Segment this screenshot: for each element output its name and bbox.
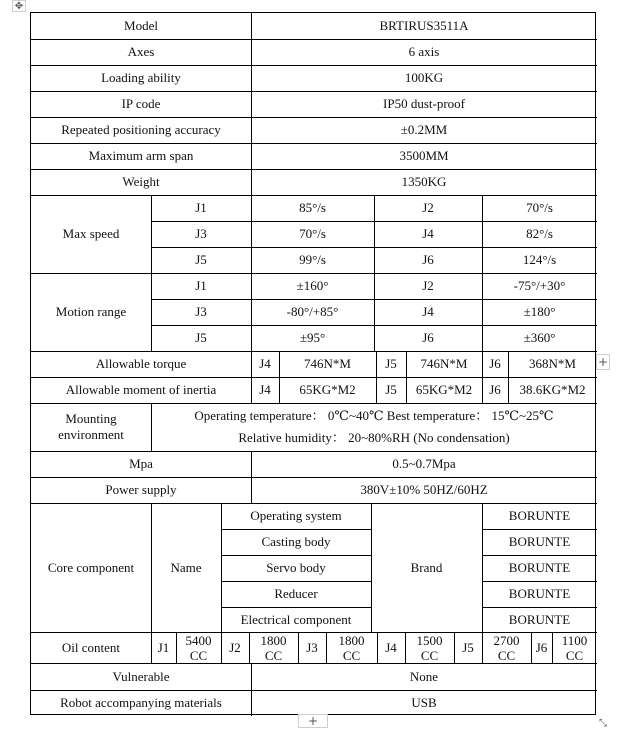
- materials-label: Robot accompanying materials: [60, 695, 222, 710]
- oil-value: 5400 CC: [185, 632, 212, 663]
- component-brand: BORUNTE: [508, 611, 571, 627]
- model-label: Model: [124, 18, 158, 33]
- component-brand: BORUNTE: [508, 560, 571, 575]
- core-name-label: Name: [170, 559, 202, 575]
- core-brand-label: Brand: [410, 559, 443, 575]
- joint-label: J1: [195, 200, 207, 215]
- inertia-value: 38.6KG*M2: [519, 382, 586, 397]
- arm_span-value: 3500MM: [399, 148, 449, 163]
- speed-value: 99°/s: [299, 252, 326, 267]
- joint-label: J5: [195, 330, 207, 345]
- range-value: ±180°: [523, 304, 556, 319]
- component-name: Casting body: [261, 534, 331, 549]
- move-icon: ✥: [14, 0, 24, 12]
- table-move-handle[interactable]: [12, 0, 26, 12]
- speed-value: 85°/s: [299, 200, 326, 215]
- repeat-value: ±0.2MM: [400, 122, 448, 137]
- component-brand: BORUNTE: [508, 586, 571, 601]
- power-value: 380V±10% 50HZ/60HZ: [360, 482, 488, 497]
- joint-label: J6: [489, 356, 501, 371]
- range-value: -80°/+85°: [286, 304, 339, 319]
- weight-value: 1350KG: [401, 174, 447, 189]
- core-component-label: Core component: [47, 559, 135, 575]
- joint-label: J5: [462, 639, 474, 655]
- oil-content-label: Oil content: [61, 639, 121, 655]
- speed-value: 70°/s: [526, 200, 553, 215]
- loading-value: 100KG: [404, 70, 444, 85]
- component-name: Servo body: [266, 560, 326, 575]
- joint-label: J6: [535, 639, 548, 655]
- range-value: ±95°: [299, 330, 326, 345]
- speed-value: 124°/s: [522, 252, 557, 267]
- joint-label: J2: [422, 200, 434, 215]
- ip-label: IP code: [121, 96, 161, 111]
- axes-label: Axes: [127, 44, 155, 59]
- joint-label: J1: [195, 278, 207, 293]
- joint-label: J1: [157, 639, 170, 655]
- mpa-label: Mpa: [129, 456, 153, 471]
- speed-value: 70°/s: [299, 226, 326, 241]
- joint-label: J2: [422, 278, 434, 293]
- component-name: Operating system: [250, 508, 342, 523]
- plus-icon: +: [597, 355, 609, 369]
- mpa-value: 0.5~0.7Mpa: [392, 456, 456, 471]
- oil-value: 1800 CC: [260, 632, 287, 663]
- torque-value: 746N*M: [420, 356, 468, 371]
- joint-label: J6: [422, 330, 434, 345]
- max-speed-label: Max speed: [62, 226, 120, 241]
- mounting-temperature: Operating temperature： 0℃~40℃ Best temperature： 15℃~25℃: [194, 408, 554, 423]
- speed-value: 82°/s: [526, 226, 553, 241]
- inertia-value: 65KG*M2: [415, 382, 473, 397]
- mounting-humidity: Relative humidity： 20~80%RH (No condensation): [238, 430, 510, 445]
- joint-label: J4: [422, 304, 434, 319]
- mounting-label: Mounting environment: [58, 411, 124, 442]
- model-value: BRTIRUS3511A: [379, 18, 469, 33]
- joint-label: J5: [385, 356, 397, 371]
- repeat-label: Repeated positioning accuracy: [61, 122, 221, 137]
- range-value: ±160°: [296, 278, 329, 293]
- table-resize-handle[interactable]: [596, 716, 610, 730]
- inertia-label: Allowable moment of inertia: [65, 382, 217, 397]
- joint-label: J4: [385, 639, 397, 655]
- joint-label: J3: [195, 226, 207, 241]
- joint-label: J4: [259, 356, 271, 371]
- materials-value: USB: [411, 695, 437, 710]
- joint-label: J4: [259, 382, 271, 397]
- component-name: Electrical component: [240, 611, 352, 627]
- joint-label: J6: [489, 382, 501, 397]
- plus-icon: +: [307, 714, 319, 728]
- power-label: Power supply: [105, 482, 177, 497]
- component-name: Reducer: [274, 586, 318, 601]
- resize-icon: ⤡: [599, 717, 607, 729]
- motion-range-label: Motion range: [55, 304, 127, 319]
- weight-label: Weight: [122, 174, 160, 189]
- joint-label: J3: [306, 639, 318, 655]
- oil-value: 1100 CC: [561, 632, 588, 663]
- joint-label: J6: [422, 252, 434, 267]
- oil-value: 1800 CC: [338, 632, 365, 663]
- loading-label: Loading ability: [101, 70, 181, 85]
- component-brand: BORUNTE: [508, 508, 571, 523]
- joint-label: J4: [422, 226, 434, 241]
- joint-label: J5: [385, 382, 397, 397]
- joint-label: J5: [195, 252, 207, 267]
- range-value: ±360°: [523, 330, 556, 345]
- oil-value: 2700 CC: [493, 632, 520, 663]
- inertia-value: 65KG*M2: [299, 382, 356, 397]
- spec-table: [30, 12, 596, 715]
- vulnerable-value: None: [409, 668, 439, 684]
- torque-label: Allowable torque: [95, 356, 187, 371]
- axes-value: 6 axis: [408, 44, 440, 59]
- torque-value: 746N*M: [304, 356, 351, 371]
- vulnerable-label: Vulnerable: [112, 668, 170, 684]
- torque-value: 368N*M: [529, 356, 576, 371]
- component-brand: BORUNTE: [508, 534, 571, 549]
- add-column-button[interactable]: [596, 354, 610, 370]
- ip-value: IP50 dust-proof: [383, 96, 465, 111]
- add-row-button[interactable]: [298, 714, 328, 728]
- oil-value: 1500 CC: [416, 632, 443, 663]
- joint-label: J2: [229, 639, 241, 655]
- range-value: -75°/+30°: [513, 278, 566, 293]
- arm_span-label: Maximum arm span: [88, 148, 194, 163]
- joint-label: J3: [195, 304, 207, 319]
